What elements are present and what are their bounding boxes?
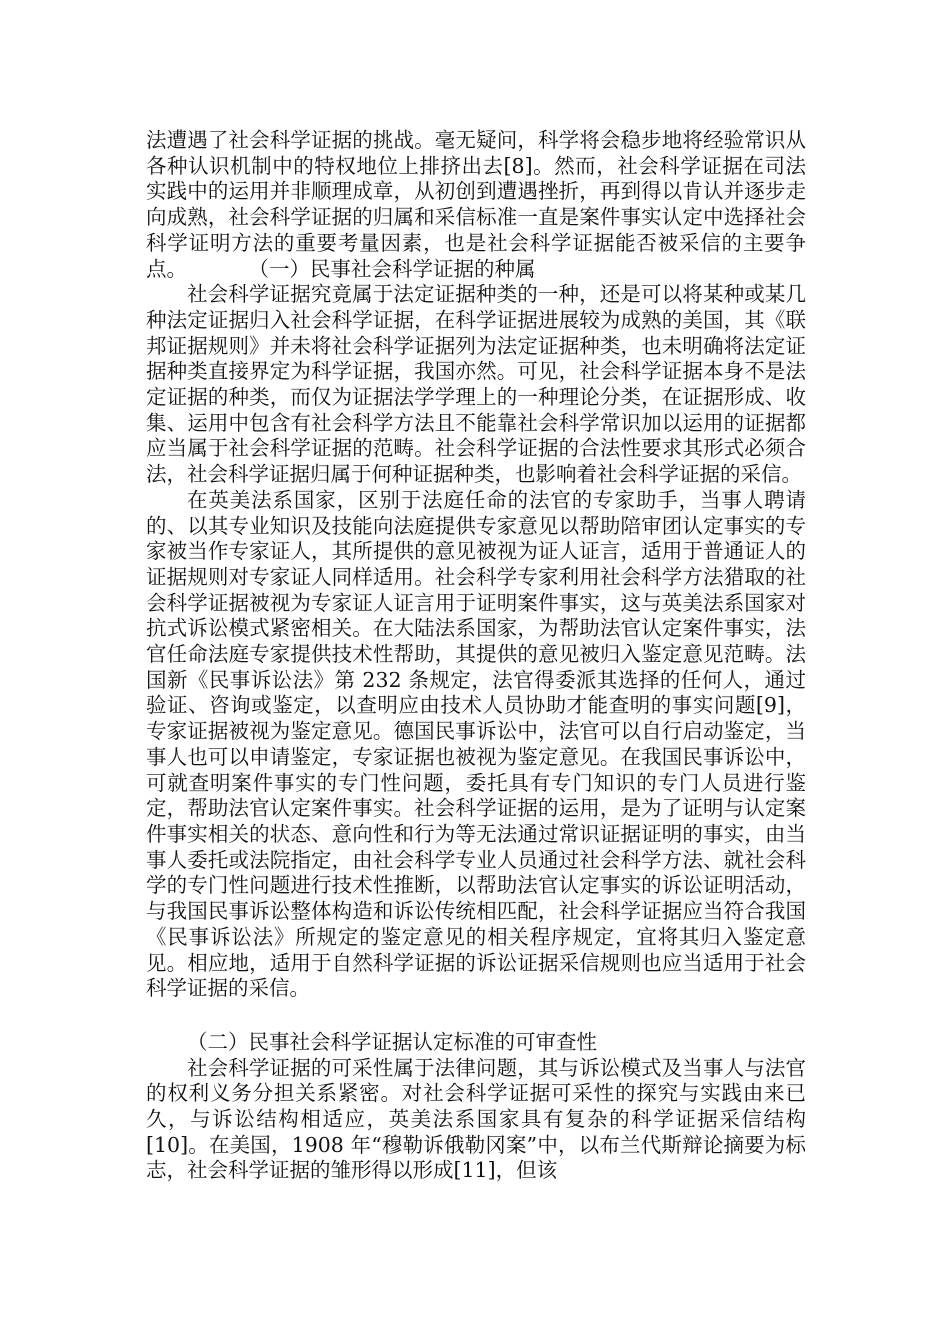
section-heading-2: （二）民事社会科学证据认定标准的可审查性 <box>187 1029 597 1054</box>
paragraph-classification: 社会科学证据究竟属于法定证据种类的一种，还是可以将某种或某几种法定证据归入社会科学证据，在科学证据进展较为成熟的美国，其《联邦证据规则》并未将社会科学证据列为法定证据种类，也未明确将法定证据种类直接界定为科学证据，我国亦然。可见，社会科学证据本身不是法定证据的种类，而仅为证据法学学理上的一种理论分类，在证据形成、收集、运用中包含有社会科学方法且不能靠社会科学常识加以运用的证据都应当属于社会科学证据的范畴。社会科学证据的合法性要求其形式必须合法，社会科学证据归属于何种证据种类，也影响着社会科学证据的采信。 <box>146 282 806 487</box>
section-spacer <box>146 1002 806 1030</box>
section-heading-1: （一）民事社会科学证据的种属 <box>258 256 536 281</box>
paragraph-intro <box>146 128 806 282</box>
paragraph-comparative-law: 在英美法系国家，区别于法庭任命的法官的专家助手，当事人聘请的、以其专业知识及技能向法庭提供专家意见以帮助陪审团认定事实的专家被当作专家证人，其所提供的意见被视为证人证言，适用于普通证人的证据规则对专家证人同样适用。社会科学专家利用社会科学方法猎取的社会科学证据被视为专家证人证言用于证明案件事实，这与英美法系国家对抗式诉讼模式紧密相关。在大陆法系国家，为帮助法官认定案件事实，法官任命法庭专家提供技术性帮助，其提供的意见被归入鉴定意见范畴。法国新《民事诉讼法》第 232 条规定，法官得委派其选择的任何人，通过验证、咨询或鉴定，以查明应由技术人员协助才能查明的事实问题[9]，专家证据被视为鉴定意见。德国民事诉讼中，法官可以自行启动鉴定，当事人也可以申请鉴定，专家证据也被视为鉴定意见。在我国民事诉讼中，可就查明案件事实的专门性问题，委托具有专门知识的专门人员进行鉴定，帮助法官认定案件事实。社会科学证据的运用，是为了证明与认定案件事实相关的状态、意向性和行为等无法通过常识证据证明的事实，由当事人委托或法院指定，由社会科学专业人员通过社会科学方法、就社会科学的专门性问题进行技术性推断，以帮助法官认定事实的诉讼证明活动，与我国民事诉讼整体构造和诉讼传统相匹配，社会科学证据应当符合我国《民事诉讼法》所规定的鉴定意见的相关程序规定，宜将其归入鉴定意见。相应地，适用于自然科学证据的诉讼证据采信规则也应当适用于社会科学证据的采信。 <box>146 487 806 1001</box>
paragraph-intro-text: 法遭遇了社会科学证据的挑战。毫无疑问，科学将会稳步地将经验常识从各种认识机制中的特权地位上排挤出去[8]。然而，社会科学证据在司法实践中的运用并非顺理成章，从初创到遭遇挫折，再到得以肯认并逐步走向成熟，社会科学证据的归属和采信标准一直是案件事实认定中选择社会科学证明方法的重要考量因素，也是社会科学证据能否被采信的主要争点。 <box>146 128 806 281</box>
document-page <box>146 128 806 1184</box>
paragraph-admissibility: 社会科学证据的可采性属于法律问题，其与诉讼模式及当事人与法官的权利义务分担关系紧密。对社会科学证据可采性的探究与实践由来已久，与诉讼结构相适应，英美法系国家具有复杂的科学证据采信结构[10]。在美国，1908 年“穆勒诉俄勒冈案”中，以布兰代斯辩论摘要为标志，社会科学证据的雏形得以形成[11]，但该 <box>146 1055 806 1183</box>
